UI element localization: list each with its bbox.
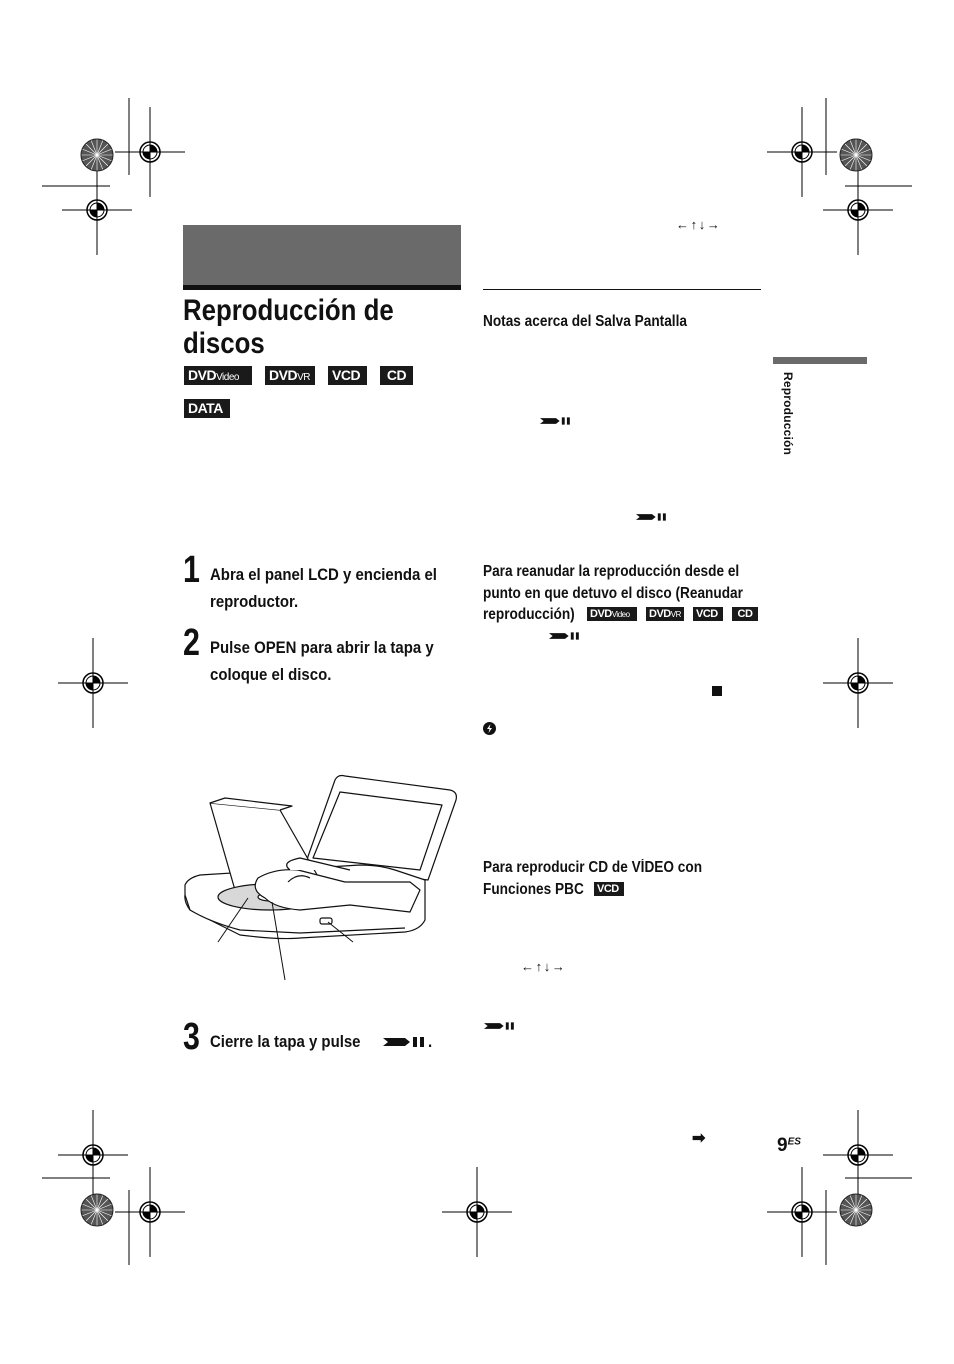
registration-mark-icon bbox=[823, 1110, 893, 1200]
notes-heading: Notas acerca del Salva Pantalla bbox=[483, 313, 687, 330]
page-title bbox=[183, 294, 428, 360]
registration-mark-icon bbox=[442, 1167, 512, 1257]
registration-mark-icon bbox=[58, 1110, 128, 1200]
play-pause-icon bbox=[636, 512, 668, 522]
resume-heading-line2: punto en que detuvo el disco (Reanudar bbox=[483, 584, 743, 602]
color-target-icon bbox=[81, 1194, 113, 1226]
registration-mark-icon bbox=[58, 638, 128, 728]
side-tab-label: Reproducción bbox=[781, 372, 795, 456]
side-tab-bar bbox=[773, 357, 867, 364]
pbc-heading bbox=[483, 857, 773, 900]
step-1-text bbox=[210, 561, 500, 615]
registration-mark-icon bbox=[115, 107, 185, 197]
registration-mark-icon bbox=[823, 165, 893, 255]
play-pause-icon bbox=[484, 1021, 516, 1031]
step-2-number: 2 bbox=[183, 622, 200, 664]
registration-mark-icon bbox=[115, 1167, 185, 1257]
badge-dvd-vr: DVDVR bbox=[646, 607, 684, 621]
pbc-heading-line2: Funciones PBC bbox=[483, 880, 584, 898]
badge-dvd-video: DVDVideo bbox=[587, 607, 637, 621]
badge-data: DATA bbox=[184, 399, 230, 418]
color-target-icon bbox=[840, 139, 872, 171]
play-pause-icon bbox=[540, 416, 572, 426]
play-pause-icon bbox=[549, 631, 581, 641]
badge-cd: CD bbox=[732, 607, 758, 621]
step-2-text bbox=[210, 634, 500, 688]
section-divider bbox=[483, 289, 761, 290]
resume-heading-line1: Para reanudar la reproducción desde el bbox=[483, 563, 740, 580]
step-3-line: Cierre la tapa y pulse bbox=[210, 1032, 361, 1051]
step-3-number: 3 bbox=[183, 1016, 200, 1058]
badge-vcd: VCD bbox=[328, 366, 367, 385]
section-header-rule bbox=[183, 285, 461, 290]
continue-arrow-icon: ➡ bbox=[692, 1130, 706, 1147]
step-1-line2: reproductor. bbox=[210, 592, 299, 611]
step-1-line1: Abra el panel LCD y encienda el bbox=[210, 565, 437, 584]
registration-mark-icon bbox=[767, 107, 837, 197]
resume-heading-line3: reproducción) bbox=[483, 606, 575, 623]
badge-dvd-video: DVDVideo bbox=[184, 366, 252, 385]
registration-mark-icon bbox=[767, 1167, 837, 1257]
page-number bbox=[777, 1135, 801, 1157]
pbc-heading-line1: Para reproducir CD de VÍDEO con bbox=[483, 859, 703, 876]
player-disc-illustration bbox=[180, 770, 470, 985]
step-3-text bbox=[210, 1028, 500, 1055]
step-2-line2: coloque el disco. bbox=[210, 665, 332, 684]
arrow-keys-top: ← ↑ ↓ → bbox=[676, 217, 719, 232]
badge-cd: CD bbox=[380, 366, 413, 385]
step-3-period: . bbox=[428, 1032, 433, 1051]
step-1-number: 1 bbox=[183, 549, 200, 591]
registration-mark-icon bbox=[62, 165, 132, 255]
tip-icon bbox=[483, 722, 496, 735]
badge-vcd: VCD bbox=[693, 607, 723, 621]
page-number-value: 9 bbox=[777, 1135, 788, 1156]
play-pause-icon bbox=[383, 1036, 427, 1048]
arrow-keys-pbc: ← ↑ ↓ → bbox=[521, 959, 564, 974]
color-target-icon bbox=[81, 139, 113, 171]
section-header-bar bbox=[183, 225, 461, 285]
badge-vcd: VCD bbox=[594, 882, 624, 896]
page-number-suffix: ES bbox=[787, 1136, 801, 1148]
color-target-icon bbox=[840, 1194, 872, 1226]
step-2-line1: Pulse OPEN para abrir la tapa y bbox=[210, 638, 434, 657]
badge-dvd-vr: DVDVR bbox=[265, 366, 315, 385]
resume-badges bbox=[587, 607, 767, 623]
page-title-line1: Reproducción de bbox=[183, 294, 394, 327]
stop-icon bbox=[712, 686, 722, 696]
registration-mark-icon bbox=[823, 638, 893, 728]
page-title-line2: discos bbox=[183, 327, 265, 360]
